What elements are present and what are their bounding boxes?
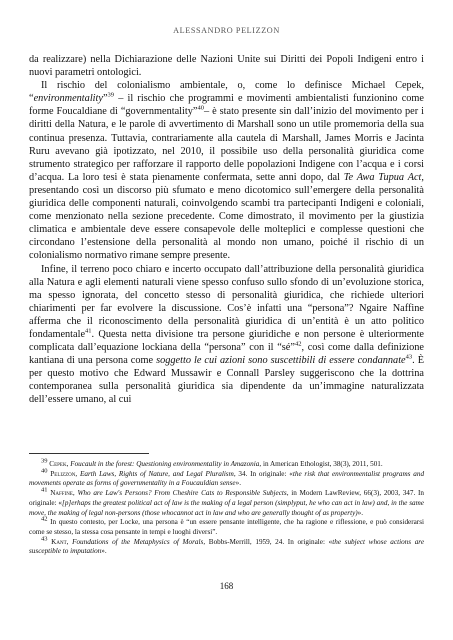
footnote-43: $^{43}$ Kant, Foundations of the Metaphysics of Morals, Bobbs-Merrill, 1959, 24. In originale: «the subject whose actions are susceptible to imputation». [29, 535, 425, 556]
paragraph-1: da realizzare) nella Dichiarazione delle Nazioni Unite sui Diritti dei Popoli Indigeni entro i nuovi parametri ontologici. [29, 54, 424, 79]
footnote-40: $^{40}$ Pelizzon, Earth Laws, Rights of Nature, and Legal Pluralism, 34. In originale: «the risk that environmentalist programs and movements operate as forms of governmentality in a Foucauldian sense». [29, 467, 425, 488]
main-text [29, 53, 424, 407]
footnote-ref-40[interactable]: 40 [197, 104, 204, 112]
footnote-ref-41[interactable]: 41 [85, 327, 92, 335]
paragraph-2: Il rischio del colonialismo ambientale, o, come lo definisce Michael Cepek, “environmentality”$^{39}$ – il rischio che programmi e movimenti ambientalisti funzionino come forme Foucaldiane di “governmentality”$^{40}$– è stato presente sin dall’inizio del movimento per i diritti della Natura, e le parole di avvertimento di Marshall sono un utile promemoria della sua continua presenza. Tuttavia, contrariamente alla cautela di Marshall, James Morris e Jacinta Ruru avevano già ipotizzato, nel 2010, il possibile uso della personalità giuridica come strumento strategico per rafforzare il rapporto delle popolazioni Indigene con l’acqua e i corsi d’acqua. La loro tesi è stata pienamente confermata, sette anni dopo, dal Te Awa Tupua Act, presentando così un discorso più sfumato e meno dicotomico sull’emergere della personalità giuridica delle componenti naturali, coinvolgendo scambi tra partecipanti Indigeni e coloniali, come menzionato nella sezione precedente. Come dimostrato, il movimento per la giustizia climatica e ambientale deve essere consapevole delle molteplici e complesse questioni che circondano l’estensione della personalità al mondo non umano, poiché il rischio di un colonialismo normativo rimane sempre presente. [29, 80, 425, 262]
footnote-ref-42[interactable]: 42 [294, 340, 302, 348]
footnote-39: $^{39}$ Cepek, Foucault in the forest: Questioning environmentality in Amazonia, in American Ethologist, 38(3), 2011, 501. [41, 457, 383, 468]
page-number: 168 [219, 581, 234, 591]
footnote-41: $^{41}$ Naffine, Who are Law's Persons? From Cheshire Cats to Responsible Subjects, in Modern LawReview, 66(3), 2003, 347. In originale: «[p]erhaps the greatest political act of law is the making of a legal person (simplyput, he who can act in law) and, in the same move, the making of legal non-persons (those whocannot act in law and who are generally thought of as property)». [29, 486, 424, 517]
paragraph-3: Infine, il terreno poco chiaro e incerto occupato dall’attribuzione della personalità giuridica alla Natura e agli elementi naturali viene spesso confuso sullo sfondo di un’evoluzione storica, ma spesso ignorata, del concetto stesso di personalità giuridica, che richiede ulteriori chiarimenti per far evolvere la discussione. Cos’è infatti una “persona”? Ngaire Naffine afferma che il riconoscimento della personalità giuridica di un’entità è un atto politico fondamentale$^{41}$. Questa netta divisione tra persone giuridiche e non persone è ulteriormente complicata dall’equazione lockiana della “persona” con il “sé”$^{42}$, così come dalla definizione kantiana di una persona come soggetto le cui azioni sono suscettibili di essere condannate$^{43}$. È per questo motivo che Edward Mussawir e Connall Parsley suggeriscono che la dottrina contemporanea sulla personalità giuridica sia dipendente da un’immagine naturalizzata dell’essere umano, al cui [29, 263, 424, 406]
footnote-42: $^{42}$ In questo contesto, per Locke, una persona è “un essere pensante intelligente, che ha ragione e riflessione, e può considerarsi come se stesso, la stessa cosa pensante in tempi e luoghi diversi”. [29, 515, 424, 536]
footnote-ref-43[interactable]: 43 [405, 353, 413, 361]
footnote-ref-39[interactable]: 39 [107, 91, 115, 99]
footnote-separator [29, 453, 149, 454]
footnotes [29, 457, 425, 557]
running-header: ALESSANDRO PELIZZON [173, 26, 280, 35]
